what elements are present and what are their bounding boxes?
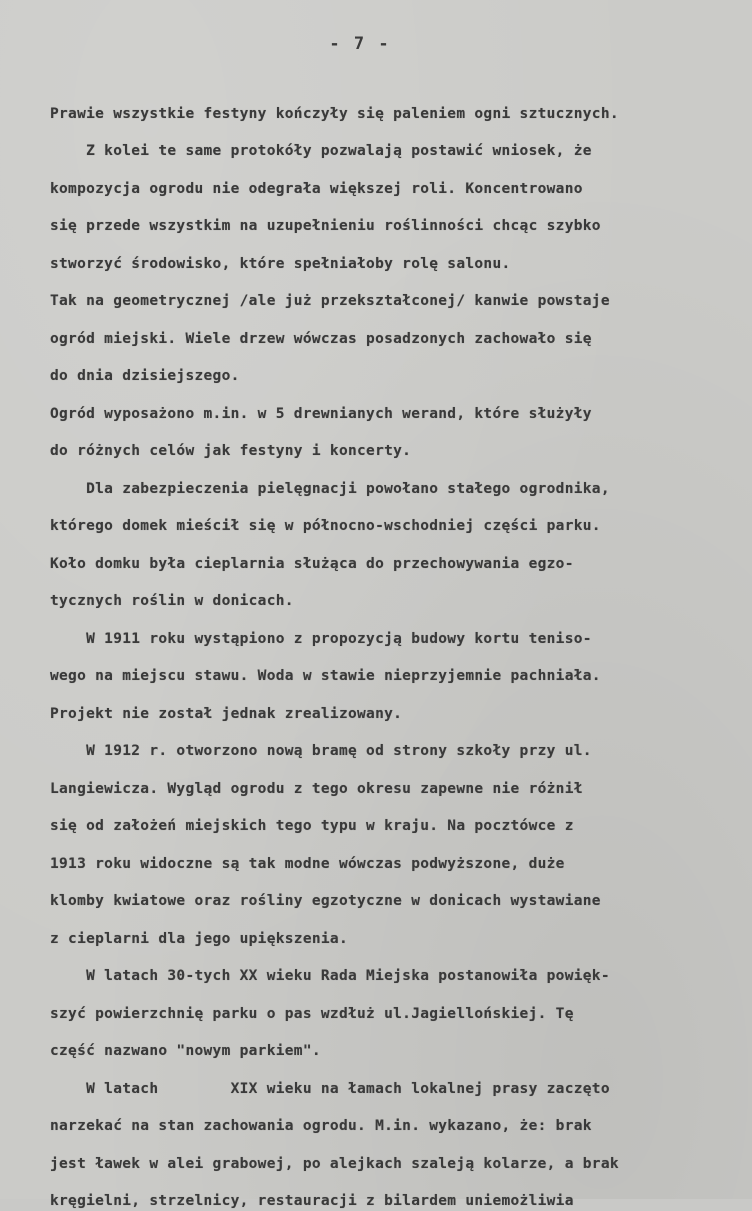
text-line: Dla zabezpieczenia pielęgnacji powołano stałego ogrodnika,: [50, 481, 610, 497]
text-line: tycznych roślin w donicach.: [50, 593, 294, 609]
text-line: część nazwano "nowym parkiem".: [50, 1043, 321, 1059]
text-line: Prawie wszystkie festyny kończyły się paleniem ogni sztucznych.: [50, 106, 619, 122]
text-line: do różnych celów jak festyny i koncerty.: [50, 443, 412, 459]
text-line: W latach 30-tych XX wieku Rada Miejska postanowiła powięk-: [50, 968, 610, 984]
text-line: do dnia dzisiejszego.: [50, 368, 240, 384]
text-line: W 1912 r. otworzono nową bramę od strony szkoły przy ul.: [50, 743, 592, 759]
text-line: 1913 roku widoczne są tak modne wówczas podwyższone, duże: [50, 856, 565, 872]
text-line: szyć powierzchnię parku o pas wzdłuż ul.Jagiellońskiej. Tę: [50, 1006, 574, 1022]
text-line: się od założeń miejskich tego typu w kraju. Na pocztówce z: [50, 818, 574, 834]
text-line: W latach XIX wieku na łamach lokalnej prasy zaczęto: [50, 1081, 610, 1097]
text-line: Tak na geometrycznej /ale już przekształconej/ kanwie powstaje: [50, 293, 610, 309]
page-number: - 7 -: [329, 34, 391, 54]
text-line: jest ławek w alei grabowej, po alejkach szaleją kolarze, a brak: [50, 1156, 619, 1172]
text-line: wego na miejscu stawu. Woda w stawie nieprzyjemnie pachniała.: [50, 668, 601, 684]
text-line: stworzyć środowisko, które spełniałoby rolę salonu.: [50, 256, 511, 272]
text-line: narzekać na stan zachowania ogrodu. M.in. wykazano, że: brak: [50, 1118, 592, 1134]
text-line: Koło domku była cieplarnia służąca do przechowywania egzo-: [50, 556, 574, 572]
text-line: Projekt nie został jednak zrealizowany.: [50, 706, 403, 722]
text-line: Langiewicza. Wygląd ogrodu z tego okresu zapewne nie różnił: [50, 781, 583, 797]
text-line: kręgielni, strzelnicy, restauracji z bilardem uniemożliwia: [50, 1193, 574, 1209]
text-line: klomby kwiatowe oraz rośliny egzotyczne w donicach wystawiane: [50, 893, 601, 909]
text-line: którego domek mieścił się w północno-wschodniej części parku.: [50, 518, 601, 534]
text-line: Z kolei te same protokóły pozwalają postawić wniosek, że: [50, 143, 592, 159]
text-line: kompozycja ogrodu nie odegrała większej roli. Koncentrowano: [50, 181, 583, 197]
text-line: się przede wszystkim na uzupełnieniu roślinności chcąc szybko: [50, 218, 601, 234]
text-line: W 1911 roku wystąpiono z propozycją budowy kortu teniso-: [50, 631, 592, 647]
text-line: z cieplarni dla jego upiększenia.: [50, 931, 348, 947]
text-line: Ogród wyposażono m.in. w 5 drewnianych werand, które służyły: [50, 406, 592, 422]
text-line: ogród miejski. Wiele drzew wówczas posadzonych zachowało się: [50, 331, 592, 347]
